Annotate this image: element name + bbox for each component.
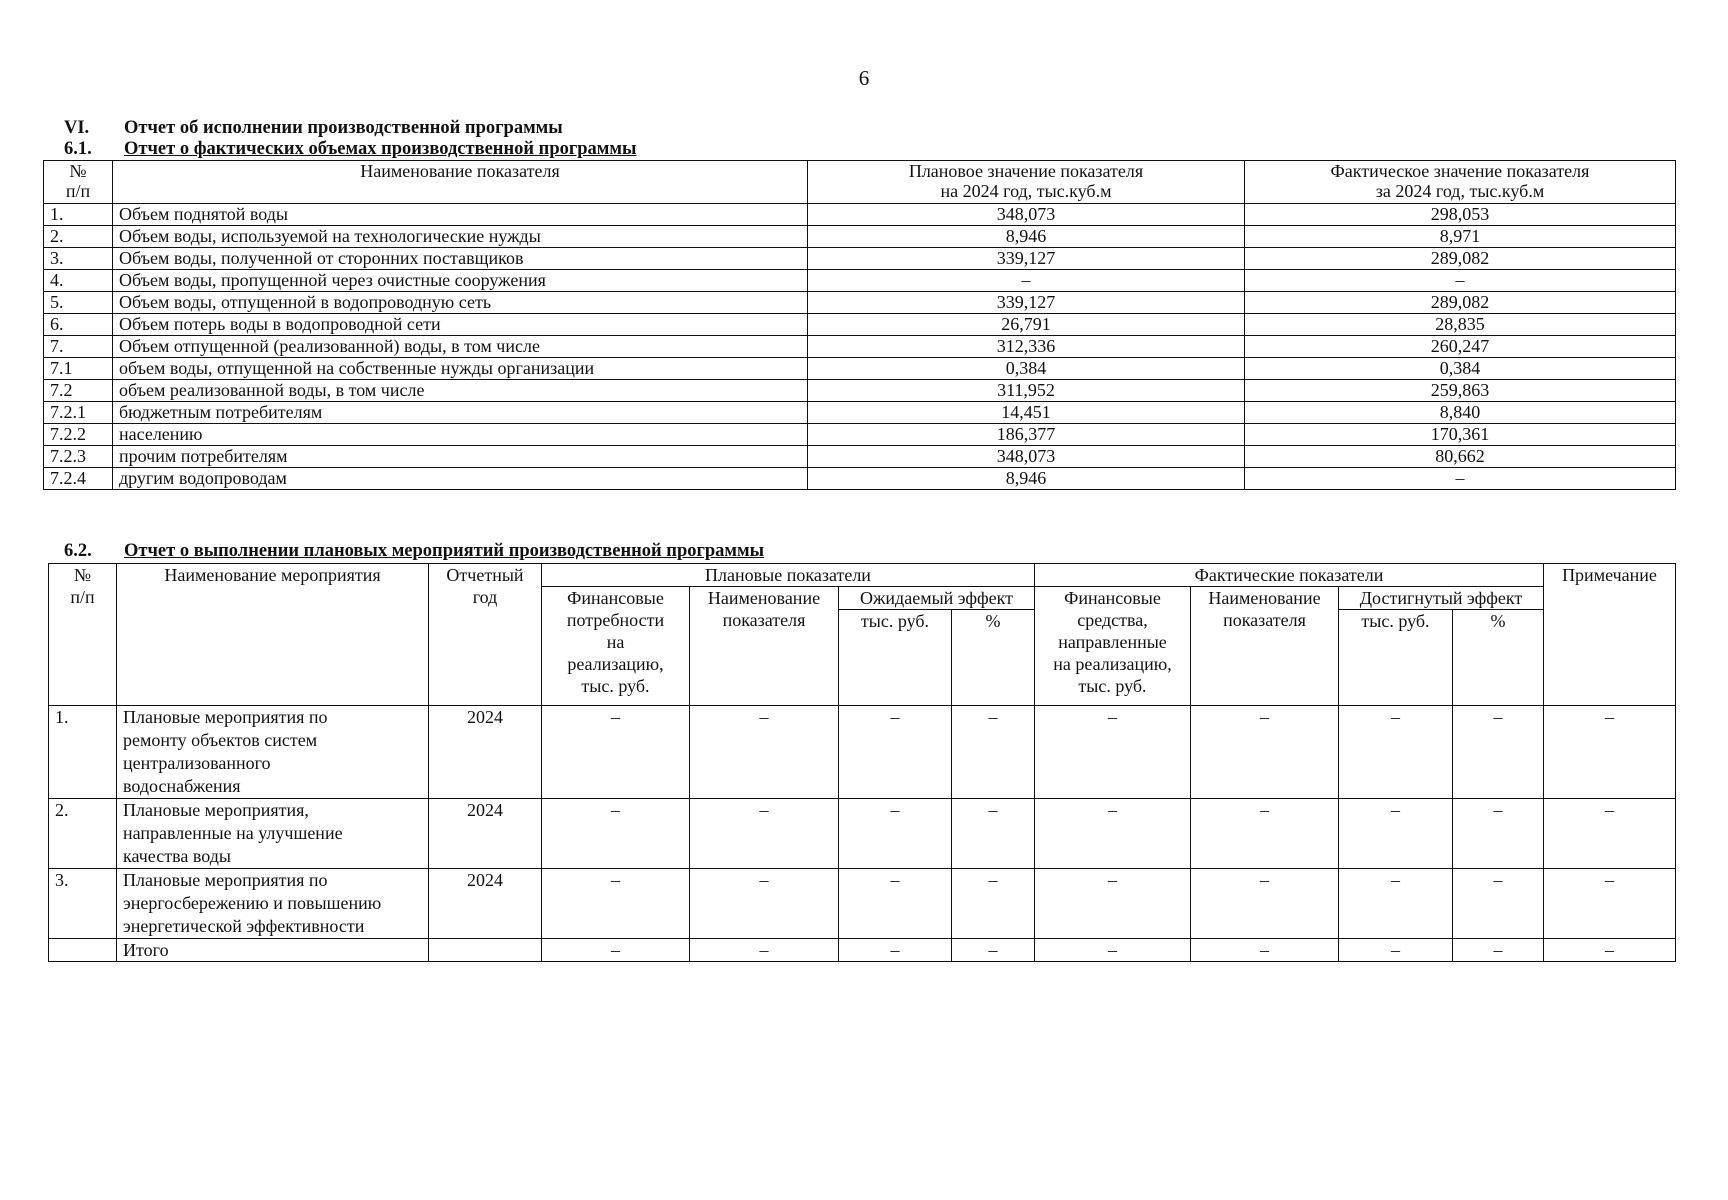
row-number: 7.2.4 (44, 468, 113, 490)
fact-ind-cell: – (1191, 869, 1339, 939)
table-row (44, 226, 1676, 248)
activity-name (117, 799, 429, 869)
table-row (49, 799, 1676, 869)
volumes-table-header (44, 161, 1676, 204)
header-num (44, 161, 113, 204)
plan-value: – (808, 270, 1245, 292)
plan-pct-cell: – (952, 706, 1035, 799)
row-number: 1. (49, 706, 117, 799)
header-fact-line1: Фактическое значение показателя (1330, 161, 1590, 181)
header-num-line1: № (69, 161, 87, 181)
header-fact-effect: Достигнутый эффект (1339, 587, 1544, 610)
activity-name-line: направленные на улучшение (123, 823, 343, 843)
header-year-line1: Отчетный (446, 565, 524, 585)
report-year: 2024 (429, 706, 542, 799)
indicator-name: Объем воды, пропущенной через очистные сооружения (113, 270, 808, 292)
activity-name-line: ремонту объектов систем (123, 730, 318, 750)
activity-name-line: Плановые мероприятия по (123, 870, 328, 890)
total-fact-rub-cell: – (1339, 939, 1453, 962)
fact-fin-cell: – (1035, 706, 1191, 799)
table-row (44, 314, 1676, 336)
header-num (49, 564, 117, 706)
table-row (44, 402, 1676, 424)
row-number: 7. (44, 336, 113, 358)
subsection-number: 6.1. (64, 139, 92, 159)
total-fact-fin-cell: – (1035, 939, 1191, 962)
fact-value: – (1245, 270, 1676, 292)
header-plan-fin-line: реализацию, (567, 654, 664, 674)
section-heading (64, 118, 563, 138)
table-row (44, 204, 1676, 226)
total-fact-pct-cell: – (1453, 939, 1544, 962)
plan-ind-cell: – (690, 799, 839, 869)
row-number: 7.2.2 (44, 424, 113, 446)
header-plan-rub: тыс. руб. (839, 610, 952, 706)
row-number: 3. (49, 869, 117, 939)
fact-value: 259,863 (1245, 380, 1676, 402)
activities-table (48, 563, 1676, 962)
indicator-name: Объем отпущенной (реализованной) воды, в том числе (113, 336, 808, 358)
plan-value: 0,384 (808, 358, 1245, 380)
table-row (49, 869, 1676, 939)
table-row (44, 446, 1676, 468)
header-num-line1: № (73, 565, 92, 585)
fact-pct-cell: – (1453, 869, 1544, 939)
indicator-name: Объем воды, отпущенной в водопроводную сеть (113, 292, 808, 314)
total-fact-ind-cell: – (1191, 939, 1339, 962)
plan-value: 348,073 (808, 446, 1245, 468)
row-number: 5. (44, 292, 113, 314)
fact-value: 80,662 (1245, 446, 1676, 468)
plan-value: 339,127 (808, 292, 1245, 314)
section-title: Отчет об исполнении производственной программы (124, 118, 563, 138)
table-row (44, 292, 1676, 314)
plan-value: 339,127 (808, 248, 1245, 270)
row-number: 4. (44, 270, 113, 292)
section-number: VI. (64, 118, 90, 138)
activity-name-line: Плановые мероприятия, (123, 800, 309, 820)
activity-name-line: энергетической эффективности (123, 916, 365, 936)
table-row (44, 468, 1676, 490)
row-number: 2. (49, 799, 117, 869)
fact-rub-cell: – (1339, 869, 1453, 939)
activity-name (117, 869, 429, 939)
fact-ind-cell: – (1191, 706, 1339, 799)
plan-fin-cell: – (542, 799, 690, 869)
fact-value: 28,835 (1245, 314, 1676, 336)
plan-fin-cell: – (542, 706, 690, 799)
note-cell: – (1544, 799, 1676, 869)
row-number: 7.1 (44, 358, 113, 380)
indicator-name: объем воды, отпущенной на собственные нужды организации (113, 358, 808, 380)
fact-value: 289,082 (1245, 292, 1676, 314)
total-plan-fin-cell: – (542, 939, 690, 962)
header-fact-line2: за 2024 год, тыс.куб.м (1375, 181, 1545, 201)
header-fact-fin-line: Финансовые (1064, 588, 1161, 608)
header-plan-ind-line: показателя (722, 610, 806, 630)
total-year-empty (429, 939, 542, 962)
subsection-number: 6.2. (64, 541, 92, 561)
plan-rub-cell: – (839, 706, 952, 799)
fact-fin-cell: – (1035, 869, 1191, 939)
fact-value: 298,053 (1245, 204, 1676, 226)
header-num-line2: п/п (65, 181, 91, 201)
total-label: Итого (117, 939, 429, 962)
fact-value: 170,361 (1245, 424, 1676, 446)
total-plan-pct-cell: – (952, 939, 1035, 962)
plan-rub-cell: – (839, 799, 952, 869)
indicator-name: Объем потерь воды в водопроводной сети (113, 314, 808, 336)
report-year: 2024 (429, 869, 542, 939)
header-fact-pct: % (1453, 610, 1544, 706)
fact-ind-cell: – (1191, 799, 1339, 869)
plan-value: 14,451 (808, 402, 1245, 424)
total-plan-rub-cell: – (839, 939, 952, 962)
total-num-empty (49, 939, 117, 962)
header-plan-ind-line: Наименование (707, 588, 821, 608)
indicator-name: объем реализованной воды, в том числе (113, 380, 808, 402)
header-plan-ind (690, 587, 839, 706)
row-number: 3. (44, 248, 113, 270)
report-year: 2024 (429, 799, 542, 869)
header-fact-ind-line: показателя (1223, 610, 1306, 630)
fact-value: 0,384 (1245, 358, 1676, 380)
row-number: 7.2.1 (44, 402, 113, 424)
header-note: Примечание (1544, 564, 1676, 706)
row-number: 6. (44, 314, 113, 336)
indicator-name: Объем воды, полученной от сторонних поставщиков (113, 248, 808, 270)
header-fact-rub: тыс. руб. (1339, 610, 1453, 706)
header-fact-fin-line: тыс. руб. (1078, 676, 1147, 696)
header-plan-fin (542, 587, 690, 706)
header-num-line2: п/п (70, 587, 95, 607)
indicator-name: населению (113, 424, 808, 446)
page-number: 6 (858, 66, 870, 90)
header-fact-fin-line: на реализацию, (1053, 654, 1172, 674)
header-fact-group: Фактические показатели (1035, 564, 1544, 587)
plan-fin-cell: – (542, 869, 690, 939)
row-number: 1. (44, 204, 113, 226)
plan-value: 26,791 (808, 314, 1245, 336)
indicator-name: прочим потребителям (113, 446, 808, 468)
header-plan-fin-line: тыс. руб. (581, 676, 650, 696)
plan-value: 8,946 (808, 226, 1245, 248)
table-row (44, 248, 1676, 270)
fact-value: 8,840 (1245, 402, 1676, 424)
fact-value: 8,971 (1245, 226, 1676, 248)
table-row (49, 706, 1676, 799)
activity-name-line: централизованного (123, 753, 271, 773)
plan-value: 311,952 (808, 380, 1245, 402)
header-plan-group: Плановые показатели (542, 564, 1035, 587)
fact-value: 289,082 (1245, 248, 1676, 270)
header-fact (1245, 161, 1676, 204)
header-name: Наименование показателя (113, 161, 808, 204)
plan-ind-cell: – (690, 706, 839, 799)
fact-rub-cell: – (1339, 799, 1453, 869)
activity-name-line: качества воды (123, 846, 231, 866)
fact-value: 260,247 (1245, 336, 1676, 358)
volumes-table-body (44, 204, 1676, 490)
subsection-heading-6-2 (64, 541, 764, 561)
plan-pct-cell: – (952, 799, 1035, 869)
plan-value: 348,073 (808, 204, 1245, 226)
plan-pct-cell: – (952, 869, 1035, 939)
fact-pct-cell: – (1453, 706, 1544, 799)
total-row (49, 939, 1676, 962)
total-plan-ind-cell: – (690, 939, 839, 962)
header-name: Наименование мероприятия (117, 564, 429, 706)
volumes-table (43, 160, 1676, 490)
subsection-heading-6-1 (64, 139, 636, 159)
header-plan (808, 161, 1245, 204)
activity-name-line: Плановые мероприятия по (123, 707, 328, 727)
header-fact-ind (1191, 587, 1339, 706)
table-row (44, 380, 1676, 402)
plan-value: 8,946 (808, 468, 1245, 490)
fact-pct-cell: – (1453, 799, 1544, 869)
header-plan-effect: Ожидаемый эффект (839, 587, 1035, 610)
header-plan-pct: % (952, 610, 1035, 706)
table-row (44, 270, 1676, 292)
fact-fin-cell: – (1035, 799, 1191, 869)
indicator-name: бюджетным потребителям (113, 402, 808, 424)
activity-name-line: энергосбережению и повышению (123, 893, 382, 913)
plan-value: 186,377 (808, 424, 1245, 446)
note-cell: – (1544, 706, 1676, 799)
total-note-cell: – (1544, 939, 1676, 962)
indicator-name: Объем поднятой воды (113, 204, 808, 226)
plan-value: 312,336 (808, 336, 1245, 358)
header-plan-fin-line: потребности (566, 610, 665, 630)
header-year-line2: год (472, 587, 498, 607)
header-plan-fin-line: на (606, 632, 625, 652)
activities-table-body (49, 706, 1676, 962)
subsection-title: Отчет о выполнении плановых мероприятий производственной программы (124, 541, 765, 561)
indicator-name: Объем воды, используемой на технологические нужды (113, 226, 808, 248)
activities-header-row1 (49, 564, 1676, 587)
plan-ind-cell: – (690, 869, 839, 939)
header-fact-fin-line: направленные (1058, 632, 1167, 652)
header-year (429, 564, 542, 706)
row-number: 2. (44, 226, 113, 248)
indicator-name: другим водопроводам (113, 468, 808, 490)
note-cell: – (1544, 869, 1676, 939)
plan-rub-cell: – (839, 869, 952, 939)
row-number: 7.2 (44, 380, 113, 402)
subsection-title: Отчет о фактических объемах производственной программы (124, 139, 637, 159)
header-plan-fin-line: Финансовые (567, 588, 664, 608)
activity-name (117, 706, 429, 799)
fact-value: – (1245, 468, 1676, 490)
header-fact-fin-line: средства, (1077, 610, 1148, 630)
table-row (44, 424, 1676, 446)
table-row (44, 358, 1676, 380)
header-plan-line1: Плановое значение показателя (908, 161, 1144, 181)
header-fact-fin (1035, 587, 1191, 706)
header-plan-line2: на 2024 год, тыс.куб.м (940, 181, 1112, 201)
table-row (44, 336, 1676, 358)
row-number: 7.2.3 (44, 446, 113, 468)
activity-name-line: водоснабжения (123, 776, 241, 796)
header-fact-ind-line: Наименование (1208, 588, 1321, 608)
fact-rub-cell: – (1339, 706, 1453, 799)
